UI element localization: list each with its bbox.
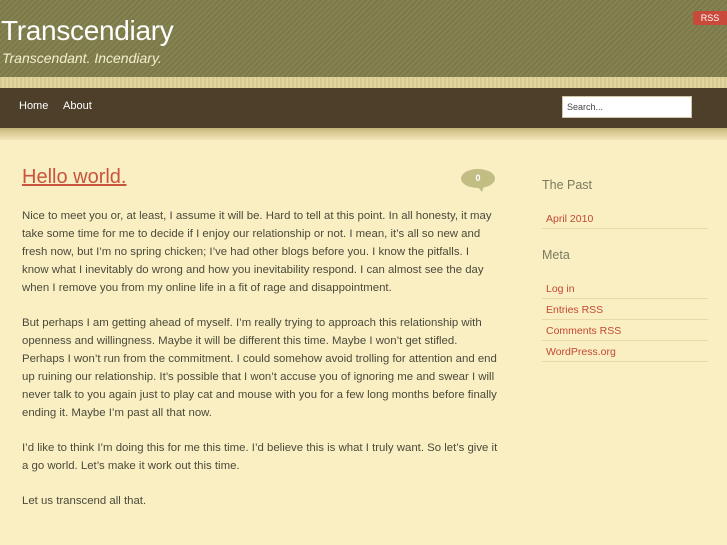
search-input[interactable]: [562, 96, 692, 118]
comment-count-bubble[interactable]: 0: [461, 169, 495, 188]
blog-post: [22, 162, 498, 527]
archives-widget-title: The Past: [542, 178, 593, 192]
sidebar: [542, 172, 708, 375]
post-paragraph: Let us transcend all that.: [22, 495, 147, 507]
login-link[interactable]: Log in: [546, 283, 575, 295]
meta-list: [542, 278, 708, 362]
list-item: [542, 341, 708, 362]
post-paragraph: But perhaps I am getting ahead of myself. I’m really trying to approach this relationship with openness and willingness. Maybe it will be different this time. Maybe I won’t get stifled. Perhaps I won’t run from the commitment. I could somehow avoid trolling for attention and end up ruining our relationship. It’s possible that I won’t accuse you of ignoring me and swear I will never talk to you again just to play cat and mouse with you for a few long months before finally ending it. Maybe I’m past all that now.: [22, 317, 497, 419]
nav-about-link[interactable]: About: [63, 100, 92, 112]
masthead: [0, 0, 727, 77]
list-item: [542, 278, 708, 299]
list-item: [542, 299, 708, 320]
entries-rss-link[interactable]: Entries RSS: [546, 304, 604, 316]
site-tagline: Transcendant. Incendiary.: [2, 50, 162, 66]
nav-home-link[interactable]: Home: [19, 100, 49, 112]
wordpress-org-link[interactable]: WordPress.org: [546, 346, 616, 358]
list-item: [542, 208, 708, 229]
main-navigation: [0, 88, 727, 128]
post-body: [22, 207, 498, 510]
header-stripe: [0, 77, 727, 88]
post-paragraph: I’d like to think I’m doing this for me this time. I’d believe this is what I truly want. So let’s give it a go world. Let’s make it work out this time.: [22, 442, 498, 472]
nav-stripe: [0, 128, 727, 140]
site-title[interactable]: Transcendiary: [1, 15, 174, 46]
post-paragraph: Nice to meet you or, at least, I assume it will be. Hard to tell at this point. In all honesty, it may take some time for me to decide if I enjoy our relationship or not. I mean, it’s all so new and fresh now, but I’m no spring chicken; I’ve had other blogs before you. I know the pitfalls. I know what I inevitably do wrong and how you inevitability respond. I can almost see the day when I remove you from my online life in a fit of rage and disappointment.: [22, 210, 492, 294]
post-title-link[interactable]: Hello world.: [22, 166, 127, 188]
archives-list: [542, 208, 708, 229]
comments-rss-link[interactable]: Comments RSS: [546, 325, 622, 337]
rss-feed-button[interactable]: RSS: [693, 11, 727, 25]
list-item: [542, 320, 708, 341]
meta-widget-title: Meta: [542, 248, 570, 262]
archive-link-april-2010[interactable]: April 2010: [546, 213, 594, 225]
